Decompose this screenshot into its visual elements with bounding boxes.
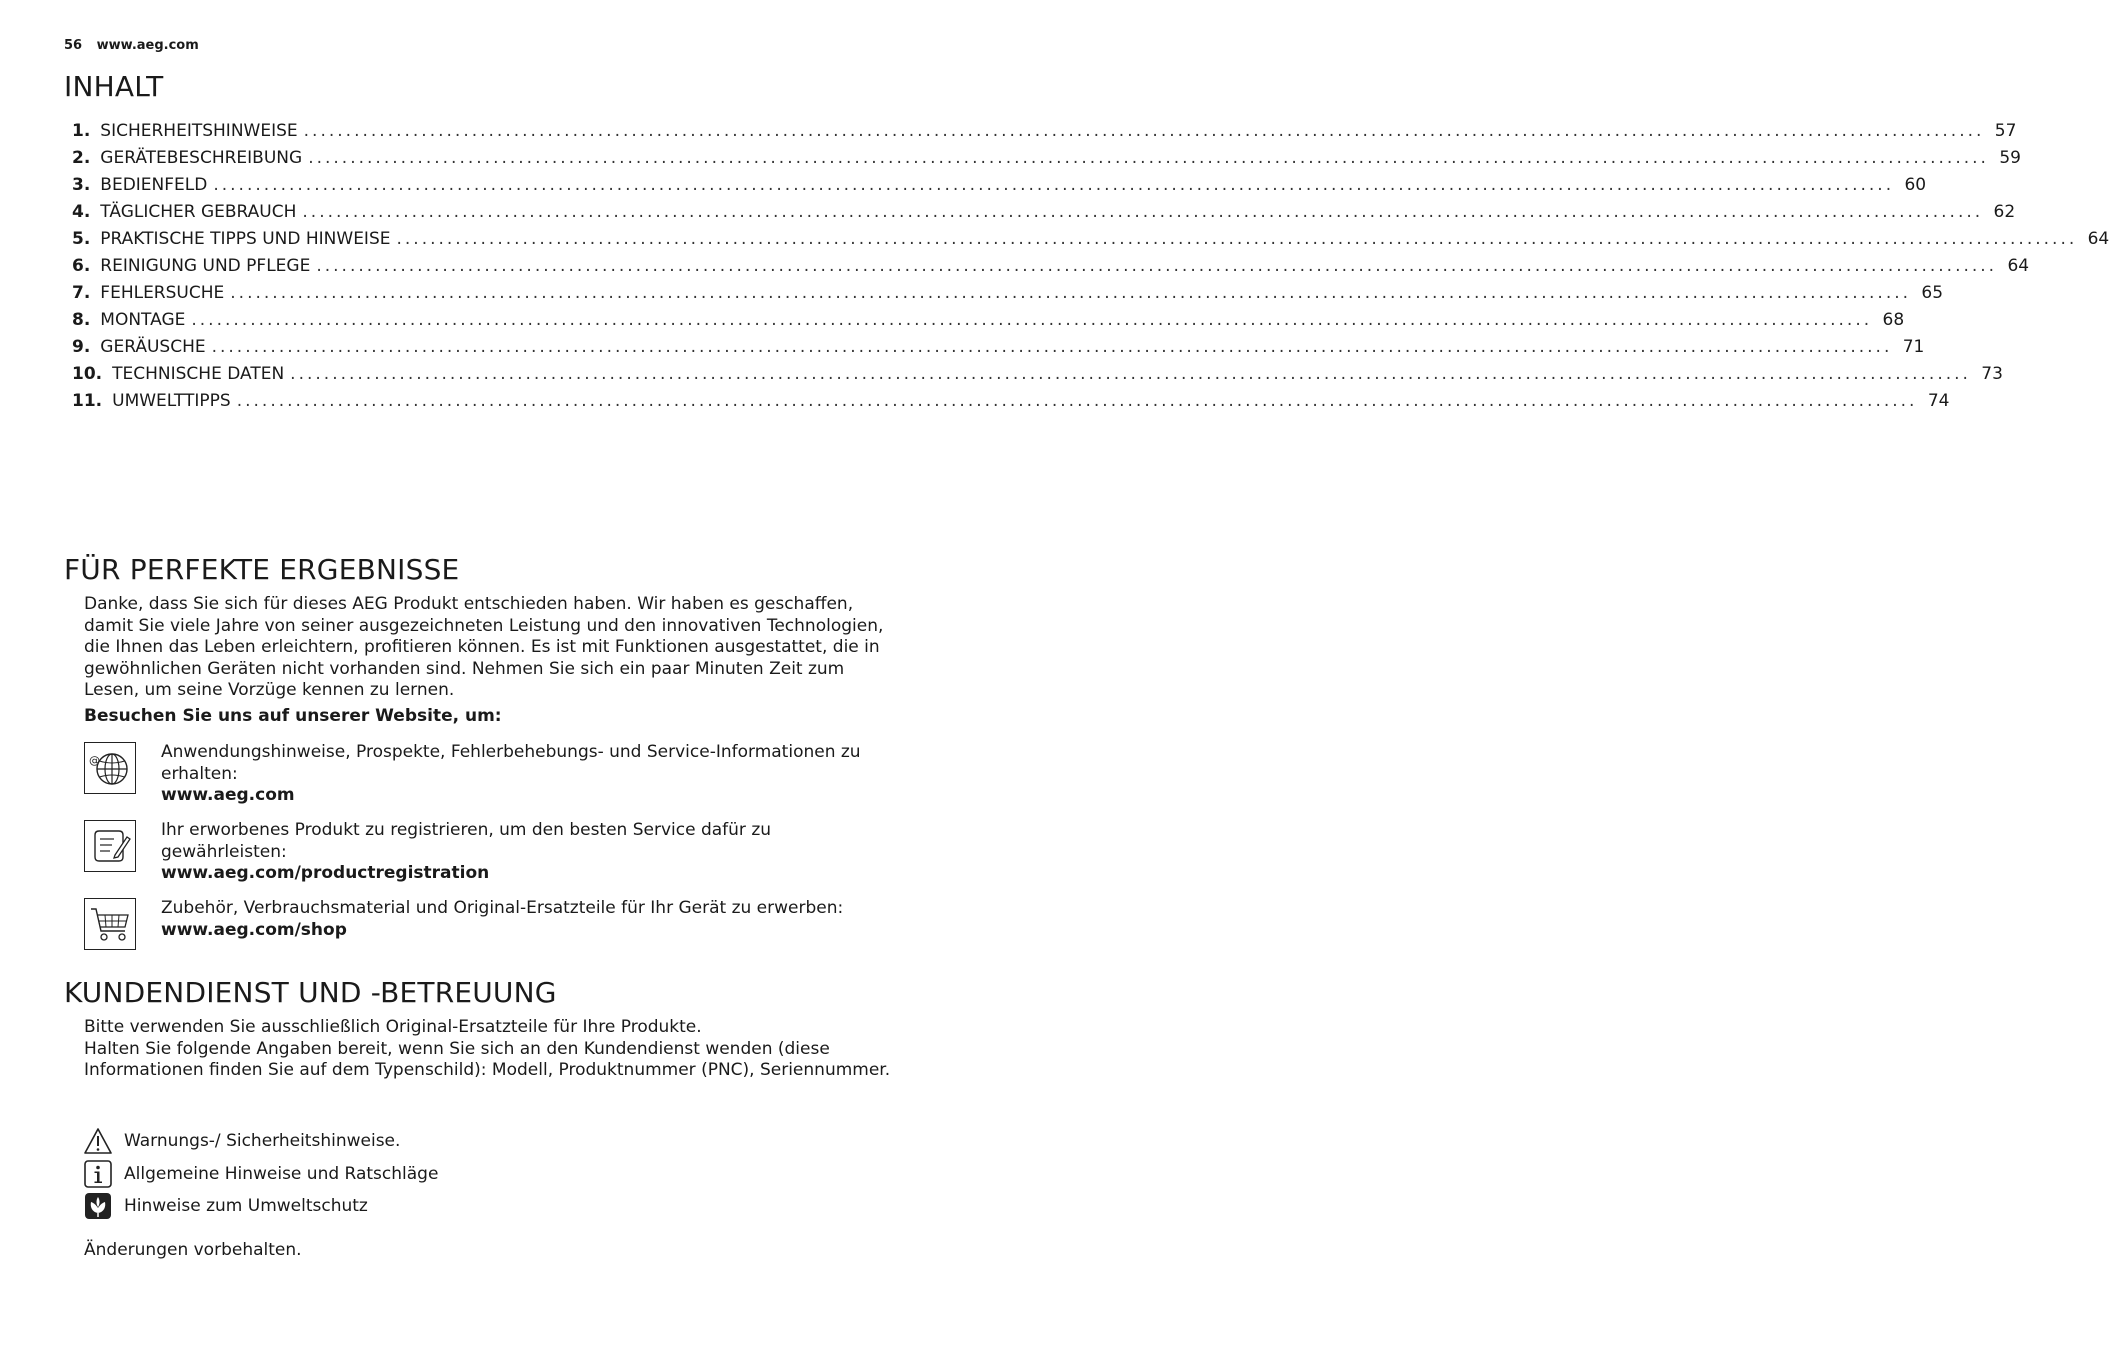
toc-dot-leader: ........................................................................................................................................................................................................: [230, 283, 1912, 303]
toc-entry[interactable]: [72, 310, 1905, 337]
symbol-environment-text: Hinweise zum Umweltschutz: [124, 1196, 368, 1216]
registration-form-icon: [84, 820, 136, 872]
toc-entry-page: 59: [1999, 148, 2021, 168]
service-line-1: Bitte verwenden Sie ausschließlich Original-Ersatzteile für Ihre Produkte.: [84, 1017, 702, 1037]
toc-entry-page: 62: [1993, 202, 2016, 222]
perfect-results-heading: FÜR PERFEKTE ERGEBNISSE: [64, 553, 460, 586]
toc-entry-title: GERÄUSCHE: [100, 337, 206, 357]
website-info-description: Anwendungshinweise, Prospekte, Fehlerbehebungs- und Service-Informationen zu erhalten:: [161, 742, 861, 784]
toc-dot-leader: ........................................................................................................................................................................................................: [302, 202, 1984, 222]
toc-dot-leader: ........................................................................................................................................................................................................: [396, 229, 2078, 249]
toc-entry-page: 65: [1921, 283, 1944, 303]
toc-dot-leader: ........................................................................................................................................................................................................: [211, 337, 1893, 357]
toc-entry-page: 71: [1902, 337, 1925, 357]
toc-entry[interactable]: [72, 148, 2021, 175]
shop-description: Zubehör, Verbrauchsmaterial und Original-Ersatzteile für Ihr Gerät zu erwerben:: [161, 898, 844, 918]
customer-service-paragraph: [84, 1017, 904, 1082]
environment-icon: [84, 1192, 112, 1220]
toc-dot-leader: ........................................................................................................................................................................................................: [303, 121, 1985, 141]
toc-entry-page: 64: [2087, 229, 2109, 249]
toc-entry-number: 6.: [72, 256, 91, 276]
toc-entry[interactable]: [72, 229, 2109, 256]
toc-entry-number: 2.: [72, 148, 91, 168]
warning-triangle-icon: [84, 1127, 112, 1155]
toc-entry-title: TÄGLICHER GEBRAUCH: [100, 202, 297, 222]
symbol-environment-row: [84, 1192, 368, 1220]
toc-entry-page: 68: [1882, 310, 1905, 330]
toc-entry[interactable]: [72, 391, 1950, 418]
toc-entry-number: 11.: [72, 391, 103, 411]
service-line-2: Halten Sie folgende Angaben bereit, wenn Sie sich an den Kundendienst wenden (diese Informationen finden Sie auf dem Typenschild): Modell, Produktnummer (PNC), Seriennummer.: [84, 1038, 891, 1080]
toc-entry-title: FEHLERSUCHE: [100, 283, 225, 303]
intro-paragraph: Danke, dass Sie sich für dieses AEG Produkt entschieden haben. Wir haben es geschaffen, damit Sie viele Jahre von seiner ausgezeichneten Leistung und den innovativen Technologien, die Ihnen das Leben erleichtern, profitieren können. Es ist mit Funktionen ausgestattet, die in gewöhnlichen Geräten nicht vorhanden sind. Nehmen Sie sich ein paar Minuten Zeit zum Lesen, um seine Vorzüge kennen zu lernen.: [84, 594, 884, 700]
toc-entry[interactable]: [72, 364, 2003, 391]
table-of-contents: [72, 121, 2109, 418]
toc-entry-title: BEDIENFELD: [100, 175, 208, 195]
product-registration-text: [161, 820, 891, 885]
toc-heading: INHALT: [64, 70, 164, 103]
toc-entry-number: 8.: [72, 310, 91, 330]
toc-entry-page: 57: [1994, 121, 2017, 141]
toc-entry-title: TECHNISCHE DATEN: [112, 364, 285, 384]
toc-entry-page: 60: [1904, 175, 1927, 195]
toc-entry-page: 74: [1927, 391, 1950, 411]
toc-entry-title: UMWELTTIPPS: [112, 391, 231, 411]
toc-dot-leader: ........................................................................................................................................................................................................: [236, 391, 1918, 411]
toc-entry[interactable]: [72, 121, 2017, 148]
symbol-info-row: [84, 1160, 438, 1188]
toc-entry-title: PRAKTISCHE TIPPS UND HINWEISE: [100, 229, 391, 249]
toc-dot-leader: ........................................................................................................................................................................................................: [191, 310, 1873, 330]
toc-dot-leader: ........................................................................................................................................................................................................: [316, 256, 1998, 276]
toc-entry-number: 10.: [72, 364, 103, 384]
shopping-cart-icon: [84, 898, 136, 950]
shop-text: [161, 898, 891, 941]
toc-entry-number: 1.: [72, 121, 91, 141]
toc-dot-leader: ........................................................................................................................................................................................................: [308, 148, 1989, 168]
toc-entry-page: 64: [2007, 256, 2030, 276]
globe-icon: [84, 742, 136, 794]
header-url: www.aeg.com: [96, 38, 199, 53]
toc-entry-number: 7.: [72, 283, 91, 303]
website-info-text: [161, 742, 891, 807]
toc-entry-title: GERÄTEBESCHREIBUNG: [100, 148, 303, 168]
toc-dot-leader: ........................................................................................................................................................................................................: [213, 175, 1895, 195]
product-registration-description: Ihr erworbenes Produkt zu registrieren, um den besten Service dafür zu gewährleisten:: [161, 820, 772, 862]
product-registration-link[interactable]: www.aeg.com/productregistration: [161, 863, 490, 883]
toc-entry-title: MONTAGE: [100, 310, 186, 330]
info-icon: [84, 1160, 112, 1188]
customer-service-heading: KUNDENDIENST UND -BETREUUNG: [64, 976, 557, 1009]
page-number: 56: [64, 38, 83, 53]
toc-entry[interactable]: [72, 337, 1925, 364]
toc-entry-number: 3.: [72, 175, 91, 195]
page-header: [64, 38, 199, 53]
changes-reserved-note: Änderungen vorbehalten.: [84, 1240, 302, 1260]
svg-text:@: @: [89, 754, 100, 767]
symbol-warning-text: Warnungs-/ Sicherheitshinweise.: [124, 1131, 401, 1151]
toc-entry[interactable]: [72, 256, 2030, 283]
toc-entry[interactable]: [72, 202, 2016, 229]
toc-entry-number: 5.: [72, 229, 91, 249]
website-link[interactable]: www.aeg.com: [161, 785, 295, 805]
symbol-info-text: Allgemeine Hinweise und Ratschläge: [124, 1164, 439, 1184]
toc-entry-title: REINIGUNG UND PFLEGE: [100, 256, 311, 276]
shop-link[interactable]: www.aeg.com/shop: [161, 919, 347, 940]
symbol-warning-row: [84, 1127, 400, 1155]
visit-website-label: Besuchen Sie uns auf unserer Website, um:: [84, 706, 502, 726]
toc-entry[interactable]: [72, 283, 1944, 310]
toc-dot-leader: ........................................................................................................................................................................................................: [290, 364, 1971, 384]
toc-entry-title: SICHERHEITSHINWEISE: [100, 121, 298, 141]
toc-entry-page: 73: [1981, 364, 2003, 384]
toc-entry[interactable]: [72, 175, 1927, 202]
toc-entry-number: 4.: [72, 202, 91, 222]
toc-entry-number: 9.: [72, 337, 91, 357]
